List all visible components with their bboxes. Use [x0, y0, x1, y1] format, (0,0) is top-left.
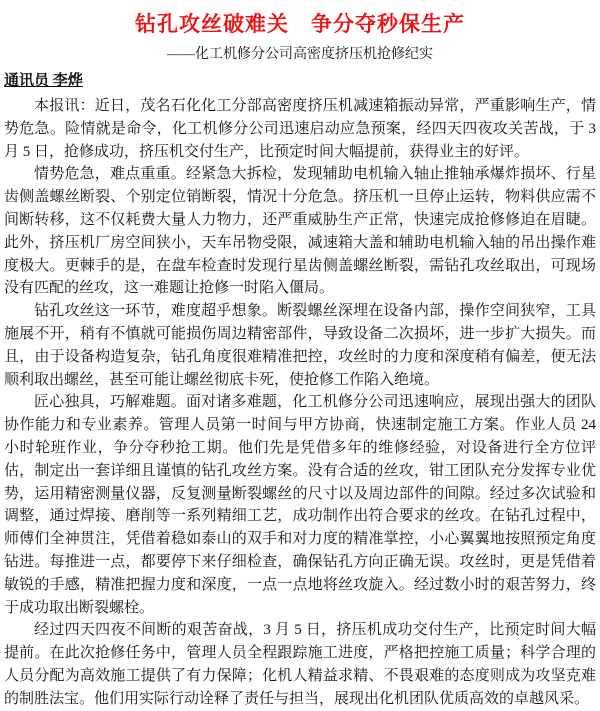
article-byline: 通讯员 李烨	[4, 73, 83, 89]
paragraph-conclusion: 经过四天四夜不间断的艰苦奋战，3 月 5 日，挤压机成功交付生产，比预定时间大幅提前。在此次抢修任务中，管理人员全程跟踪施工进度，严格把控施工质量；科学合理的人员分配为高效施工提供了有力保障；化机人精益求精、不畏艰难的态度则成为攻坚克难的制胜法宝。他们用实际行动诠释了责任与担当，展现出化机团队优质高效的卓越风采。	[4, 622, 596, 707]
article-page	[0, 12, 600, 707]
page-title: 钻孔攻丝破难关 争分夺秒保生产	[135, 13, 465, 36]
paragraph-lead: 本报讯：近日，茂名石化化工分部高密度挤压机减速箱振动异常，严重影响生产，情势危急。险情就是命令，化工机修分公司迅速启动应急预案，经四天四夜攻关苦战，于 3 月 5 日，抢修成功，挤压机交付生产，比预定时间大幅提前，获得业主的好评。	[4, 98, 596, 160]
paragraph-situation: 情势危急，难点重重。经紧急大拆检，发现辅助电机输入轴止推轴承爆炸损坏、行星齿侧盖螺丝断裂、个别定位销断裂，情况十分危急。挤压机一旦停止运转，物料供应需不间断转移，这不仅耗费大量人力物力，还严重威胁生产正常，快速完成抢修修迫在眉睫。此外，挤压机厂房空间狭小，天车吊物受限，减速箱大盖和辅助电机输入轴的吊出操作难度极大。更棘手的是，在盘车检查时发现行星齿侧盖螺丝断裂，需钻孔攻丝取出，可现场没有匹配的丝攻，这一难题让抢修一时陷入僵局。	[4, 166, 596, 297]
paragraph-difficulty: 钻孔攻丝这一环节，难度超乎想象。断裂螺丝深埋在设备内部，操作空间狭窄，工具施展不开，稍有不慎就可能损伤周边精密部件，导致设备二次损坏，进一步扩大损失。而且，由于设备构造复杂，钻孔角度很难精准把控，攻丝时的力度和深度稍有偏差，便无法顺利取出螺丝，甚至可能让螺丝彻底卡死，使抢修工作陷入绝境。	[4, 303, 596, 388]
article-body	[4, 95, 596, 711]
article-subtitle: ——化工机修分公司高密度挤压机抢修纪实	[167, 47, 433, 62]
paragraph-solution: 匠心独具，巧解难题。面对诸多难题，化工机修分公司迅速响应，展现出强大的团队协作能力和专业素养。管理人员第一时间与甲方协商，快速制定施工方案。作业人员 24 小时轮班作业，争分夺秒抢工期。他们先是凭借多年的维修经验，对设备进行全方位评估，制定出一套详细且谨慎的钻孔攻丝方案。没有合适的丝攻，钳工团队充分发挥专业优势，运用精密测量仪器，反复测量断裂螺丝的尺寸以及周边部件的间隙。经过多次试验和调整，通过焊接、磨削等一系列精细工艺，成功制作出符合要求的丝攻。在钻孔过程中，师傅们全神贯注，凭借着稳如泰山的双手和对力度的精准掌控，小心翼翼地按照预定角度钻进。每推进一点，都要停下来仔细检查，确保钻孔方向正确无误。攻丝时，更是凭借着敏锐的手感，精准把握力度和深度，一点一点地将丝攻旋入。经过数小时的艰苦努力，终于成功取出断裂螺栓。	[4, 394, 596, 616]
